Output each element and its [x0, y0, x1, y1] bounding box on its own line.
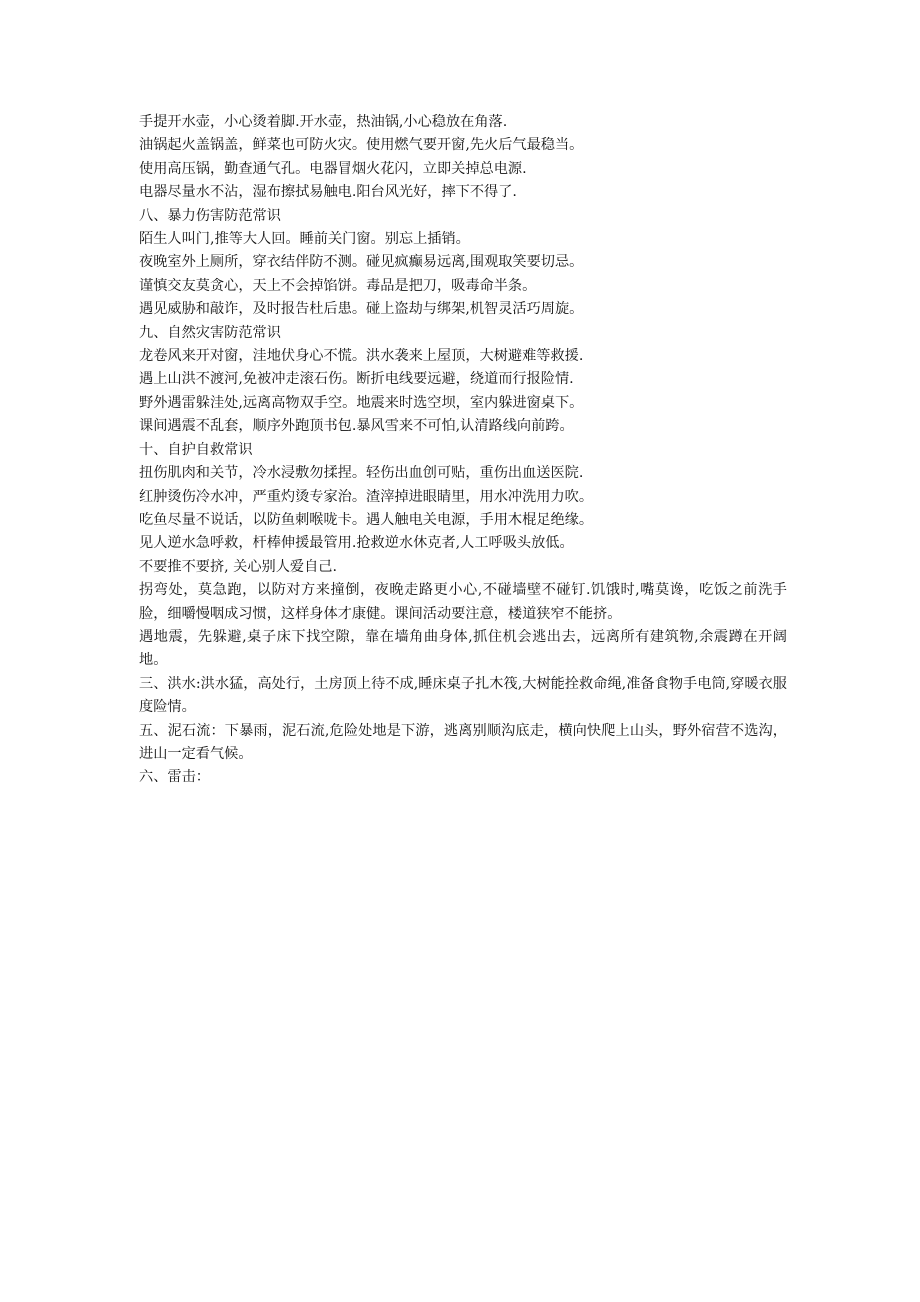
section-heading-natural-disaster: 九、自然灾害防范常识	[139, 324, 281, 341]
text-line: 油锅起火盖锅盖，鲜菜也可防火灾。使用燃气要开窗,先火后气最稳当。	[139, 137, 584, 154]
text-line: 课间遇震不乱套，顺序外跑顶书包.暴风雪来不可怕,认清路线向前跨。	[139, 418, 574, 435]
text-line: 红肿烫伤冷水冲，严重灼烫专家治。渣滓掉进眼睛里，用水冲洗用力吹。	[139, 488, 594, 505]
text-line: 扭伤肌肉和关节，冷水浸敷勿揉捏。轻伤出血创可贴，重伤出血送医院.	[139, 465, 584, 482]
section-heading-violence: 八、暴力伤害防范常识	[139, 207, 281, 224]
text-line: 吃鱼尽量不说话，以防鱼刺喉咙卡。遇人触电关电源，手用木棍足绝缘。	[139, 511, 594, 528]
text-line: 不要推不要挤, 关心别人爱自己.	[139, 558, 337, 575]
document-body	[139, 111, 787, 790]
paragraph-earthquake: 遇地震，先躲避,桌子床下找空隙，靠在墙角曲身体,抓住机会逃出去，远离所有建筑物,余震蹲在开阔地。	[139, 628, 787, 669]
section-heading-self-rescue: 十、自护自救常识	[139, 441, 253, 458]
text-line: 电器尽量水不沾，湿布擦拭易触电.阳台风光好，摔下不得了.	[139, 184, 517, 201]
text-line: 遇上山洪不渡河,免被冲走滚石伤。断折电线要远避，绕道而行报险情.	[139, 371, 574, 388]
text-line: 见人逆水急呼救，杆棒伸援最管用.抢救逆水休克者,人工呼吸头放低。	[139, 535, 574, 552]
paragraph-mudslide: 五、泥石流：下暴雨，泥石流,危险处地是下游，逃离别顺沟底走，横向快爬上山头，野外宿营不选沟，进山一定看气候。	[139, 722, 787, 762]
paragraph-corner-safety: 拐弯处，莫急跑，以防对方来撞倒，夜晚走路更小心,不碰墙壁不碰钉.饥饿时,嘴莫谗，吃饭之前洗手脸，细嚼慢咽成习惯，这样身体才康健。课间活动要注意，楼道狭窄不能挤。	[139, 582, 787, 622]
text-line: 陌生人叫门,推等大人回。睡前关门窗。别忘上插销。	[139, 231, 470, 248]
text-line: 夜晚室外上厕所，穿衣结伴防不测。碰见疯癫易远离,围观取笑要切忌。	[139, 254, 584, 271]
text-line: 手提开水壶，小心烫着脚.开水壶，热油锅,小心稳放在角落.	[139, 114, 508, 130]
text-line: 龙卷风来开对窗，洼地伏身心不慌。洪水袭来上屋顶，大树避难等救援.	[139, 348, 584, 365]
text-line: 使用高压锅，勤查通气孔。电器冒烟火花闪，立即关掉总电源.	[139, 160, 527, 177]
text-line: 野外遇雷躲洼处,远离高物双手空。地震来时选空坝，室内躲进窗桌下。	[139, 394, 584, 411]
text-line: 谨慎交友莫贪心，天上不会掉馅饼。毒品是把刀，吸毒命半条。	[139, 277, 537, 294]
paragraph-flood: 三、洪水:洪水猛，高处行，土房顶上待不成,睡床桌子扎木筏,大树能拴救命绳,准备食物手电筒,穿暖衣服度险情。	[139, 675, 787, 716]
text-line: 遇见威胁和敲诈，及时报告杜后患。碰上盗劫与绑架,机智灵活巧周旋。	[139, 301, 584, 318]
section-heading-lightning: 六、雷击：	[139, 769, 210, 786]
